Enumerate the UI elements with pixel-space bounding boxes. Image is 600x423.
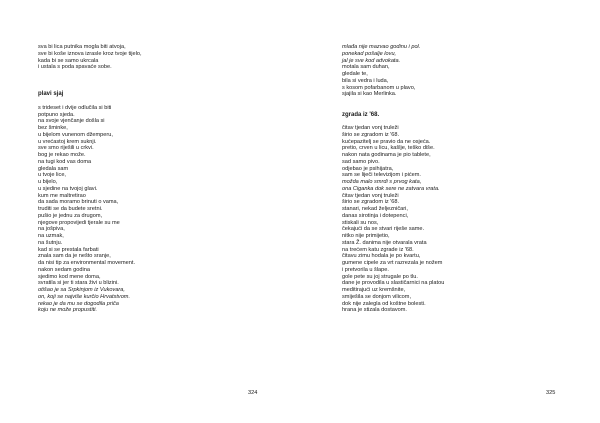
- stanza-gap: [342, 118, 582, 125]
- poem-line: čekajući da se stvari riješe same.: [342, 226, 425, 233]
- poem-line: čitavu zimu hodala je po kvartu,: [342, 253, 421, 260]
- poem-line: znala sam da je nešto sranje,: [38, 253, 111, 260]
- poem-line: da nisi tip za environmental movement.: [38, 260, 136, 266]
- poem-line: dane je provodila u slastičarnici na platou: [342, 280, 445, 287]
- poem-line: nitko nije primijetio,: [342, 233, 390, 239]
- poem-line: smiješila se donjom vilicom,: [342, 293, 412, 300]
- poem-line: pušio je jednu za drugom,: [38, 212, 103, 219]
- poem-line: potpuno sjeda.: [38, 111, 75, 118]
- poem-line: bila si vedra i luda,: [342, 77, 389, 84]
- poem-line: u bijelo,: [38, 179, 58, 185]
- poem-line: stara Ž. danima nije otvarala vrata: [342, 239, 427, 246]
- poem-line-italic: ona Ciganka dok sere ne zatvara vrata.: [342, 185, 440, 192]
- poem-line: na trećem katu zgrade iz '68.: [342, 246, 414, 253]
- poem-line: sva bi lica putnika mogla biti atvoja,: [38, 44, 126, 50]
- left-page-text: [38, 44, 278, 314]
- poem-line-italic: koju ne može propustiti.: [38, 307, 98, 314]
- right-page-text: [342, 44, 582, 314]
- poem-line: širio se zgradom iz '68.: [342, 199, 400, 206]
- poem-title: zgrada iz '68.: [342, 111, 380, 118]
- poem-line-italic: jal je sve kod advokata.: [342, 57, 401, 64]
- poem-line: s trideset i dvije odlučila si biti: [38, 104, 112, 111]
- poem-line: gledale te,: [342, 71, 368, 77]
- poem-line: truditi se da budete sretni.: [38, 206, 103, 212]
- stanza-gap: [342, 98, 582, 105]
- poem-line: na uzmak,: [38, 233, 64, 239]
- poem-line: sve bi koše iznova izrasle kroz tvoje tijelo,: [38, 50, 142, 57]
- poem-line: kućepazitelj se pravio da ne osjeća.: [342, 138, 431, 145]
- poem-line: odjebao je psihijatra,: [342, 165, 394, 172]
- poem-line: sve smo riješili u crkvi.: [38, 145, 94, 152]
- poem-line: širio se zgradom iz '68.: [342, 131, 400, 138]
- poem-line: u bijelom vunenom džemperu,: [38, 131, 113, 138]
- poem-line: na tugi kod vas doma: [38, 158, 92, 165]
- poem-line: bog je rekao može.: [38, 152, 86, 158]
- stanza-gap: [38, 71, 278, 78]
- stanza-gap: [342, 105, 582, 112]
- poem-line: hrana je stizala dostavom.: [342, 307, 407, 314]
- poem-line: i ustala s poda spavaće sobe.: [38, 64, 112, 71]
- poem-line: s kosom pofarbanom u plavo,: [342, 84, 416, 91]
- poem-line: stiskali su nos,: [342, 219, 379, 226]
- poem-line: sjajila si kao Merlinka.: [342, 91, 397, 98]
- poem-line: gledala sam: [38, 165, 69, 172]
- poem-line: kada bi se samo ukrcala: [38, 57, 99, 64]
- right-page: [300, 0, 600, 423]
- poem-line: danas sirotinja i dotepenci,: [342, 212, 409, 219]
- poem-line: i pretvorila u šlape.: [342, 266, 389, 273]
- poem-line-italic: otišao je sa Srpkinjom iz Vukovara,: [38, 287, 125, 293]
- poem-line: na šutnju.: [38, 239, 63, 246]
- poem-line: njegove propovijedi tjerale su me: [38, 219, 120, 226]
- poem-line: motala sam duhan,: [342, 64, 390, 71]
- poem-line: bez šminke,: [38, 125, 68, 131]
- page-number-right: 325: [546, 390, 556, 396]
- poem-line: na svoje vjenčanje došla si: [38, 118, 105, 125]
- poem-line: dok nije zalegla od koštne bolesti.: [342, 300, 426, 307]
- poem-line: u sjedine na tvojoj glavi.: [38, 185, 98, 192]
- poem-line: nakon nata godinama je pio tablete,: [342, 152, 431, 158]
- poem-line: u vrećastoj krem suknji.: [38, 138, 97, 145]
- poem-line: kum me maltretirao: [38, 192, 86, 199]
- poem-line: kad si se prestala farbati: [38, 246, 99, 253]
- poem-line: u tvoje lice,: [38, 172, 66, 179]
- poem-title: plavi sjaj: [38, 91, 64, 98]
- poem-line: gumene cipele za vrt razrezala je nožem: [342, 260, 443, 266]
- stanza-gap: [38, 78, 278, 85]
- poem-line-italic: ponekad pošalje lovu,: [342, 50, 397, 57]
- page-number-left: 324: [248, 390, 258, 396]
- poem-line: sjedimo kod mene doma,: [38, 273, 101, 280]
- poem-line-italic: on, koji se najviše kurčio Hrvatstvom.: [38, 293, 131, 300]
- stanza-gap: [38, 98, 278, 105]
- poem-line: nakon sedam godina: [38, 266, 90, 273]
- poem-line-italic: rekao je da mu se dogodila priča: [38, 300, 119, 307]
- poem-line-italic: možda malo smrdi s prvog kata,: [342, 179, 422, 185]
- poem-line: gole pete su joj strugale po tlu.: [342, 273, 418, 280]
- poem-line: pretio, crven u licu, kašlje, teško diše.: [342, 145, 435, 152]
- poem-line: na jošpiva,: [38, 226, 65, 233]
- stanza-gap: [38, 85, 278, 92]
- poem-line: meditirajući uz kremšnite,: [342, 287, 406, 293]
- poem-line: stanari, nekad željezničari,: [342, 206, 408, 212]
- poem-line: svratila si jer ti stara živi u blizini.: [38, 280, 119, 287]
- poem-line: sad samo pivo.: [342, 158, 380, 165]
- poem-line-italic: mlađa nije mazvao godinu i pol.: [342, 44, 421, 50]
- poem-line: sam se liječi televizijom i pićem.: [342, 172, 421, 179]
- poem-line: čitav tjedan vonj truleži: [342, 192, 399, 199]
- poem-line: čitav tjedan vonj truleži: [342, 125, 399, 131]
- poem-line: da sada moramo brinuti o vama,: [38, 199, 119, 206]
